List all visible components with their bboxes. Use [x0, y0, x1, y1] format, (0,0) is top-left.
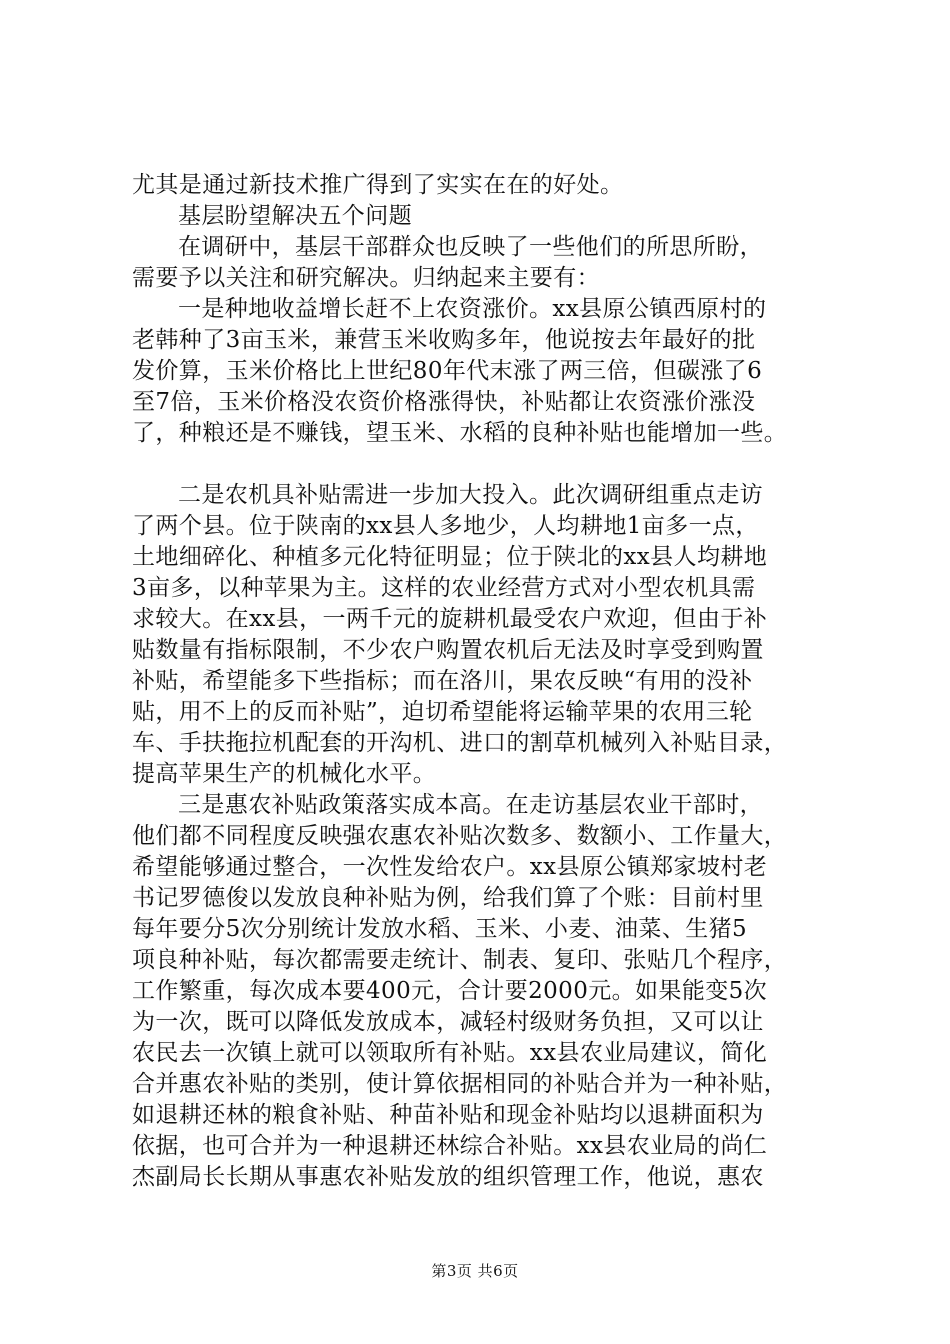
text-line: 老韩种了3亩玉米，兼营玉米收购多年，他说按去年最好的批: [132, 327, 756, 353]
text-line: 了两个县。位于陕南的xx县人多地少，人均耕地1亩多一点，: [132, 513, 759, 539]
text-line: 土地细碎化、种植多元化特征明显；位于陕北的xx县人均耕地: [132, 544, 768, 570]
text-line: 补贴，希望能多下些指标；而在洛川，果农反映“有用的没补: [132, 668, 753, 694]
text-line: 贴，用不上的反而补贴”，迫切希望能将运输苹果的农用三轮: [132, 699, 753, 725]
text-line: 求较大。在xx县，一两千元的旋耕机最受农户欢迎，但由于补: [132, 606, 768, 632]
text-line: 项良种补贴，每次都需要走统计、制表、复印、张贴几个程序，: [132, 947, 788, 973]
text-line: 三是惠农补贴政策落实成本高。在走访基层农业干部时，: [178, 792, 763, 818]
page-number-footer: 第3页 共6页: [431, 1262, 519, 1280]
text-line: 为一次，既可以降低发放成本，减轻村级财务负担，又可以让: [132, 1009, 764, 1035]
text-line: 希望能够通过整合，一次性发给农户。xx县原公镇郑家坡村老: [132, 854, 768, 880]
text-line: 提高苹果生产的机械化水平。: [132, 761, 437, 787]
body-text: [132, 170, 832, 1193]
text-line: 二是农机具补贴需进一步加大投入。此次调研组重点走访: [178, 482, 763, 508]
text-line: 如退耕还林的粮食补贴、种苗补贴和现金补贴均以退耕面积为: [132, 1102, 764, 1128]
text-line: 每年要分5次分别统计发放水稻、玉米、小麦、油菜、生猪5: [132, 916, 748, 942]
text-line: 他们都不同程度反映强农惠农补贴次数多、数额小、工作量大，: [132, 823, 788, 849]
text-line: 发价算，玉米价格比上世纪80年代末涨了两三倍，但碳涨了6: [132, 358, 763, 384]
text-line: 农民去一次镇上就可以领取所有补贴。xx县农业局建议，简化: [132, 1040, 768, 1066]
text-line: 在调研中，基层干部群众也反映了一些他们的所思所盼，: [178, 234, 763, 260]
text-line: 合并惠农补贴的类别，使计算依据相同的补贴合并为一种补贴，: [132, 1071, 788, 1097]
text-line: 书记罗德俊以发放良种补贴为例，给我们算了个账：目前村里: [132, 885, 764, 911]
text-line: 3亩多，以种苹果为主。这样的农业经营方式对小型农机具需: [132, 575, 756, 601]
text-line: 一是种地收益增长赶不上农资涨价。xx县原公镇西原村的: [178, 296, 767, 322]
text-line: 尤其是通过新技术推广得到了实实在在的好处。: [132, 172, 624, 198]
text-line: 工作繁重，每次成本要400元，合计要2000元。如果能变5次: [132, 978, 768, 1004]
text-line: 需要予以关注和研究解决。归纳起来主要有：: [132, 265, 600, 291]
text-line: 贴数量有指标限制，不少农户购置农机后无法及时享受到购置: [132, 637, 764, 663]
text-line: 依据，也可合并为一种退耕还林综合补贴。xx县农业局的尚仁: [132, 1133, 768, 1159]
text-line: 至7倍，玉米价格没农资价格涨得快，补贴都让农资涨价涨没: [132, 389, 756, 415]
section-heading: 基层盼望解决五个问题: [178, 203, 412, 229]
text-line: 车、手扶拖拉机配套的开沟机、进口的割草机械列入补贴目录，: [132, 730, 788, 756]
paragraph-gap: [132, 449, 832, 480]
text-line: 杰副局长长期从事惠农补贴发放的组织管理工作，他说，惠农: [132, 1164, 764, 1190]
text-line: 了，种粮还是不赚钱，望玉米、水稻的良种补贴也能增加一些。: [132, 420, 788, 446]
